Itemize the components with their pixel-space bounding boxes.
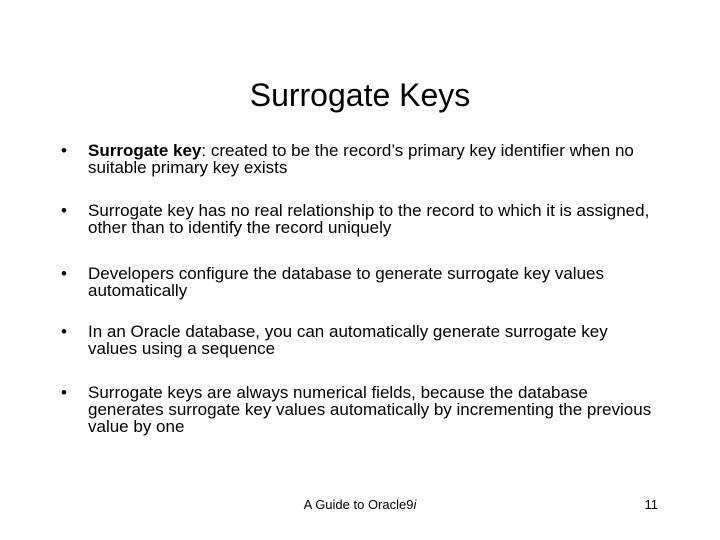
page-title: Surrogate Keys [249, 77, 471, 113]
footer-title-italic: i [413, 497, 417, 512]
bullet-text-body: : created to be the record’s primary key identifier when no suitable primary key exists [88, 141, 634, 177]
bullet-bold-term: Surrogate key [88, 141, 202, 160]
bullet-text: Developers configure the database to generate surrogate key values automatically [88, 264, 604, 300]
bullet-marker: • [61, 141, 67, 160]
footer-title-text: A Guide to Oracle9 [303, 497, 414, 512]
bullet-text: In an Oracle database, you can automatically generate surrogate key values using a sequence [88, 322, 608, 358]
bullet-text: Surrogate key has no real relationship to the record to which it is assigned, other than to identify the record uniquely [88, 201, 650, 237]
bullet-marker: • [61, 264, 67, 283]
bullet-marker: • [61, 322, 67, 341]
bullet-text: Surrogate keys are always numerical fields, because the database generates surrogate key values automatically by incrementing the previous value by one [88, 383, 652, 436]
bullet-text [88, 142, 658, 176]
page-number: 11 [644, 497, 658, 512]
bullet-marker: • [61, 201, 67, 220]
bullet-marker: • [61, 383, 67, 402]
footer-title [270, 497, 450, 512]
